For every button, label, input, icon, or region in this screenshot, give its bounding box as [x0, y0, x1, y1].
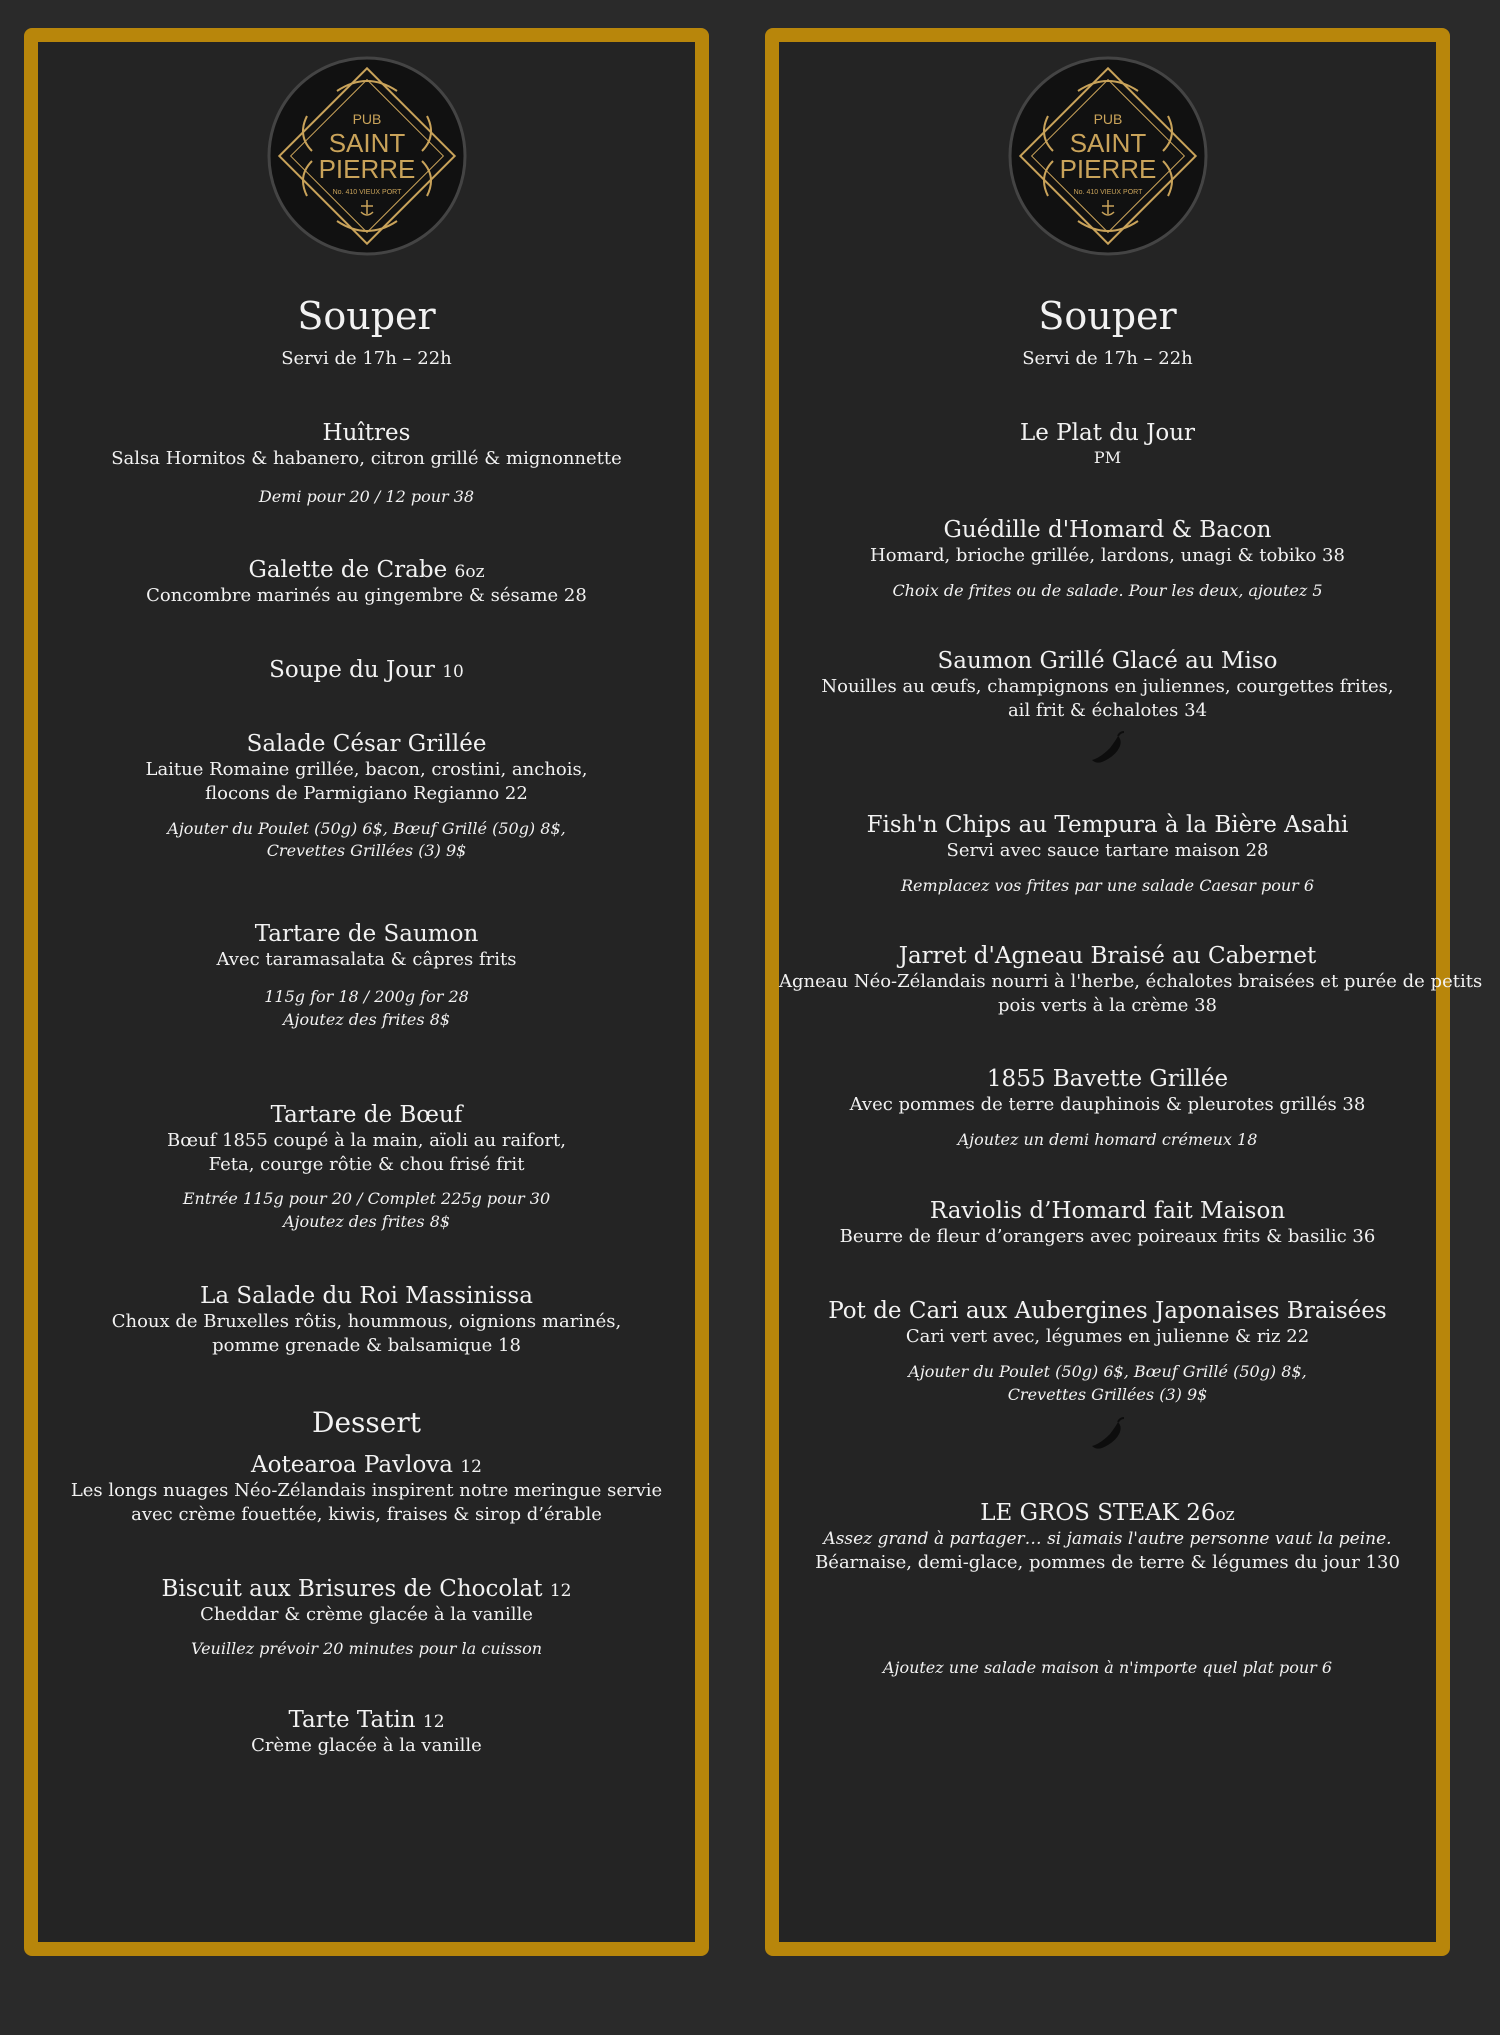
svg-text:PUB: PUB — [1093, 111, 1122, 127]
hours: Servi de 17h – 22h — [1022, 348, 1193, 369]
item-name: Raviolis d’Homard fait Maison — [929, 1198, 1286, 1224]
item-desc: Cari vert avec, légumes en julienne & riz 22 — [905, 1326, 1310, 1347]
item-desc: Agneau Néo-Zélandais nourri à l'herbe, échalotes braisées et purée de petits — [779, 971, 1483, 992]
chili-pepper-icon — [1086, 730, 1130, 766]
item-name: Le Plat du Jour — [1019, 420, 1195, 446]
item-note: Ajouter du Poulet (50g) 6$, Bœuf Grillé (50g) 8$, — [167, 819, 566, 838]
dessert-name: Biscuit aux Brisures de Chocolat 12 — [161, 1576, 572, 1602]
hours: Servi de 17h – 22h — [281, 348, 452, 369]
item-name: Pot de Cari aux Aubergines Japonaises Braisées — [828, 1298, 1387, 1324]
section-title: Souper — [1038, 294, 1177, 338]
dessert-name: Aotearoa Pavlova 12 — [251, 1452, 482, 1478]
section-title: Souper — [297, 294, 436, 338]
menu-panel-left — [24, 28, 709, 1956]
item-note: Ajoutez des frites 8$ — [282, 1212, 451, 1231]
item-desc: Choux de Bruxelles rôtis, hoummous, oignions marinés, — [111, 1311, 622, 1332]
item-name: 1855 Bavette Grillée — [986, 1066, 1229, 1092]
item-note: Assez grand à partager… si jamais l'autre personne vaut la peine. — [823, 1529, 1392, 1549]
item-name: Salade César Grillée — [246, 731, 487, 757]
item-note: Remplacez vos frites par une salade Caesar pour 6 — [900, 876, 1315, 895]
item-desc: ail frit & échalotes 34 — [1007, 700, 1208, 721]
pub-saint-pierre-logo — [267, 56, 467, 256]
svg-text:PIERRE: PIERRE — [1059, 154, 1156, 184]
item-name: LE GROS STEAK 26oz — [980, 1500, 1235, 1526]
footer-note: Ajoutez une salade maison à n'importe quel plat pour 6 — [882, 1658, 1333, 1677]
item-name: Saumon Grillé Glacé au Miso — [937, 648, 1278, 674]
item-name: La Salade du Roi Massinissa — [200, 1283, 533, 1309]
item-name: Soupe du Jour 10 — [269, 657, 464, 683]
item-name: Huîtres — [322, 420, 411, 446]
item-desc: Feta, courge rôtie & chou frisé frit — [208, 1154, 525, 1175]
item-desc: pois verts à la crème 38 — [997, 995, 1218, 1016]
svg-text:SAINT: SAINT — [1069, 128, 1146, 158]
item-note: Ajoutez des frites 8$ — [282, 1010, 451, 1029]
item-name: Galette de Crabe 6oz — [248, 557, 485, 583]
item-name: Tartare de Saumon — [254, 921, 479, 947]
svg-text:No. 410 VIEUX PORT: No. 410 VIEUX PORT — [1073, 189, 1142, 196]
item-desc: Laitue Romaine grillée, bacon, crostini, anchois, — [145, 759, 588, 780]
dessert-desc: avec crème fouettée, kiwis, fraises & sirop d’érable — [131, 1504, 602, 1525]
item-note: Demi pour 20 / 12 pour 38 — [258, 487, 475, 506]
item-desc: Salsa Hornitos & habanero, citron grillé & mignonnette — [111, 448, 622, 469]
item-desc: Bœuf 1855 coupé à la main, aïoli au raifort, — [167, 1130, 566, 1151]
item-desc: Nouilles au œufs, champignons en juliennes, courgettes frites, — [821, 676, 1394, 697]
item-note: Crevettes Grillées (3) 9$ — [1007, 1385, 1208, 1404]
item-name: Jarret d'Agneau Braisé au Cabernet — [898, 943, 1317, 969]
chili-pepper-icon — [1086, 1416, 1130, 1452]
item-desc: Avec taramasalata & câpres frits — [216, 949, 517, 970]
dessert-desc: Les longs nuages Néo-Zélandais inspirent notre meringue servie — [70, 1480, 663, 1501]
item-desc: pomme grenade & balsamique 18 — [212, 1335, 521, 1356]
item-note: Ajouter du Poulet (50g) 6$, Bœuf Grillé (50g) 8$, — [908, 1362, 1307, 1381]
item-note: Entrée 115g pour 20 / Complet 225g pour 30 — [182, 1189, 551, 1208]
menu-panel-right — [765, 28, 1483, 1956]
item-desc: Avec pommes de terre dauphinois & pleurotes grillés 38 — [849, 1094, 1366, 1115]
svg-text:SAINT: SAINT — [328, 128, 405, 158]
item-note: Crevettes Grillées (3) 9$ — [266, 841, 467, 860]
item-note: Ajoutez un demi homard crémeux 18 — [957, 1130, 1258, 1149]
item-name: Fish'n Chips au Tempura à la Bière Asahi — [866, 812, 1349, 838]
item-desc: Servi avec sauce tartare maison 28 — [946, 840, 1269, 861]
item-desc: Homard, brioche grillée, lardons, unagi & tobiko 38 — [870, 545, 1345, 566]
svg-text:No. 410 VIEUX PORT: No. 410 VIEUX PORT — [332, 189, 401, 196]
item-desc: flocons de Parmigiano Regianno 22 — [205, 783, 528, 804]
item-note: Choix de frites ou de salade. Pour les deux, ajoutez 5 — [892, 581, 1323, 600]
dessert-name: Tarte Tatin 12 — [288, 1707, 445, 1733]
dessert-title: Dessert — [312, 1406, 421, 1439]
pub-saint-pierre-logo — [1008, 56, 1208, 256]
dessert-desc: Crème glacée à la vanille — [251, 1735, 482, 1756]
item-desc: Béarnaise, demi-glace, pommes de terre & légumes du jour 130 — [815, 1552, 1400, 1573]
item-name: Guédille d'Homard & Bacon — [943, 517, 1272, 543]
item-desc: Concombre marinés au gingembre & sésame 28 — [146, 585, 587, 606]
item-note: 115g for 18 / 200g for 28 — [264, 987, 469, 1006]
item-desc: Beurre de fleur d’orangers avec poireaux frits & basilic 36 — [839, 1226, 1376, 1247]
svg-text:PUB: PUB — [352, 111, 381, 127]
dessert-desc: Cheddar & crème glacée à la vanille — [200, 1604, 533, 1625]
item-name: Tartare de Bœuf — [270, 1102, 463, 1128]
dessert-note: Veuillez prévoir 20 minutes pour la cuisson — [190, 1639, 542, 1658]
svg-text:PIERRE: PIERRE — [318, 154, 415, 184]
item-desc: PM — [1093, 448, 1122, 467]
